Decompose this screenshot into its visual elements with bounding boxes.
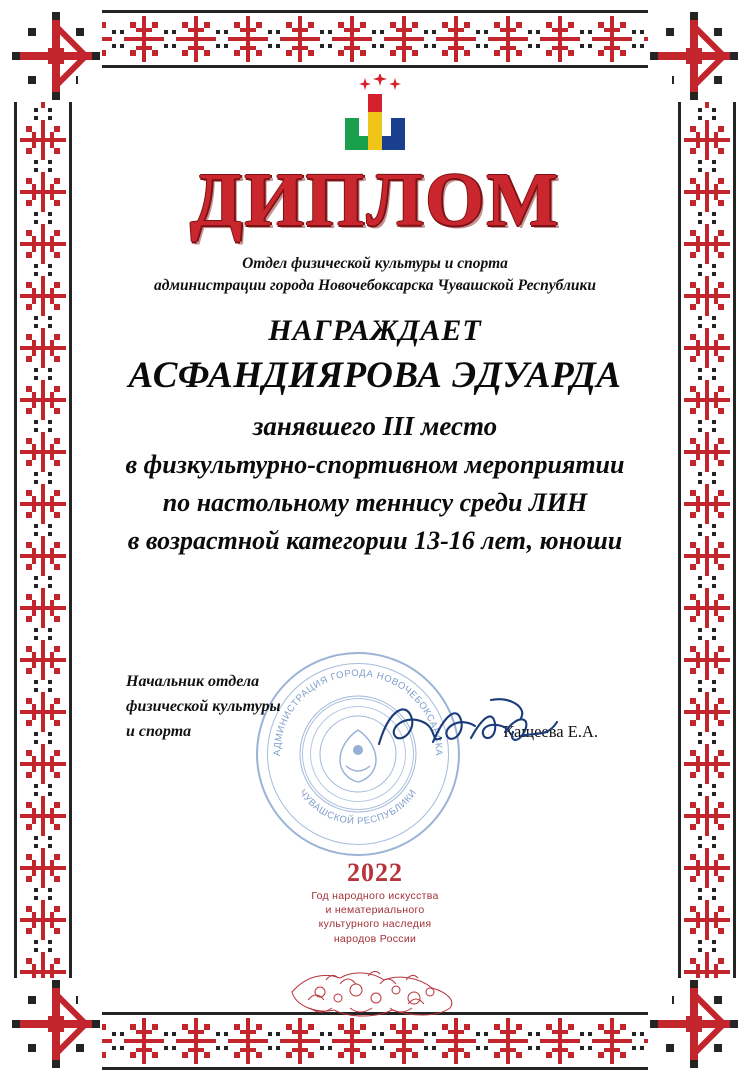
recipient-name: АСФАНДИЯРОВА ЭДУАРДА <box>128 354 622 396</box>
awards-word: НАГРАЖДАЕТ <box>268 313 482 347</box>
issuer-line-1: Отдел физической культуры и спорта <box>242 254 508 272</box>
signature-block <box>126 667 660 830</box>
stamp-top-text: АДМИНИСТРАЦИЯ ГОРОДА НОВОЧЕБОКСАРСКА <box>271 667 445 757</box>
page-title: ДИПЛОМ <box>190 158 560 242</box>
signer-name: Кащеева Е.А. <box>503 722 598 741</box>
issuer-line-2: администрации города Новочебоксарска Чувашской Республики <box>153 277 597 295</box>
category-line: в возрастной категории 13-16 лет, юноши <box>127 525 623 555</box>
ornament-band-top <box>14 10 736 68</box>
stamp-bottom-text: ЧУВАШСКОЙ РЕСПУБЛИКИ <box>296 787 420 828</box>
issuer-block <box>80 253 670 298</box>
event-line: в физкультурно-спортивном мероприятии <box>125 449 625 479</box>
sport-line: по настольному теннису среди ЛИН <box>162 487 588 517</box>
year-of-folk-art-logo <box>80 860 670 1033</box>
signer-role-line-3: и спорта <box>126 722 192 740</box>
year-caption-line-4: народов России <box>333 932 417 945</box>
diploma-content <box>80 70 670 1010</box>
signer-role-line-2: физической культуры <box>126 697 281 715</box>
year-caption-line-2: и нематериального <box>325 904 425 917</box>
year-caption-line-3: культурного наследия <box>318 918 432 931</box>
russia-map-ornament-icon <box>280 948 470 1028</box>
signer-role <box>126 670 356 744</box>
handwritten-signature <box>371 692 571 766</box>
year-label: 2022 <box>347 858 403 887</box>
year-caption-line-1: Год народного искусства <box>311 890 439 902</box>
ornament-band-right <box>678 10 736 1070</box>
ornament-band-left <box>14 10 72 1070</box>
place-line: занявшего III место <box>252 410 498 441</box>
chuvash-tree-of-life-emblem <box>315 74 435 170</box>
year-caption <box>80 889 670 946</box>
signer-role-line-1: Начальник отдела <box>126 673 260 690</box>
